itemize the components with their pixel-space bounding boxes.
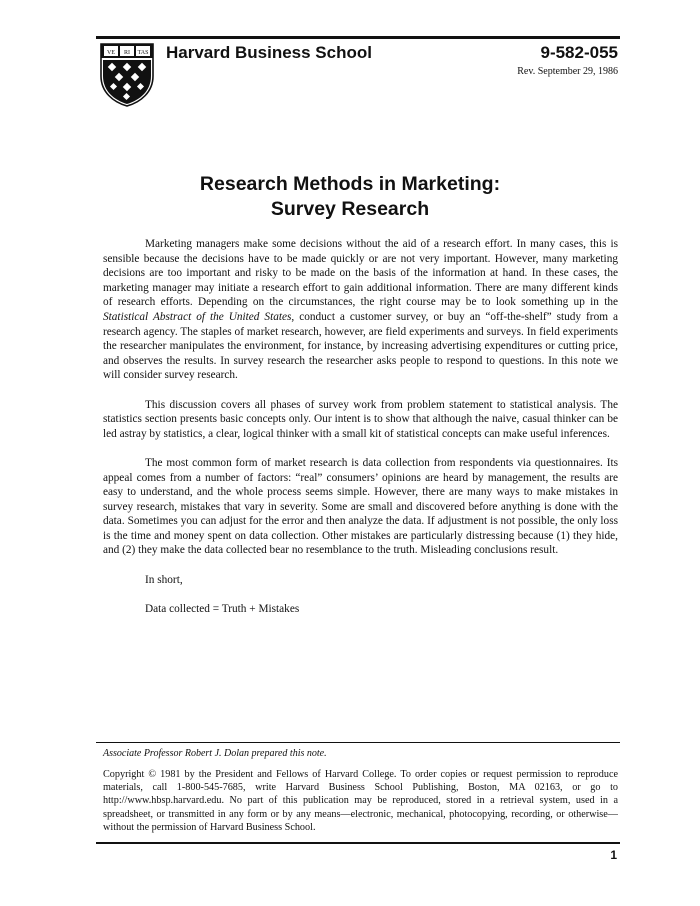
harvard-shield-logo <box>99 42 155 108</box>
paragraph-3: The most common form of market research is data collection from respondents via questionnaires. Its appeal comes from a number of factors: “real” consumers’ opinions are heard by management, the results are easy to understand, and the whole process seems simple. However, there are many ways to make mistakes in survey research, mistakes that vary in severity. Some are small and discovered before anything is done with the data. Sometimes you can adjust for the error and then analyze the data. If adjustment is not possible, the only loss is the time and money spent on data collection. Other mistakes are particularly distressing because (1) they hide, and (2) they make the data collected bear no resemblance to the truth. Misleading conclusions result. <box>103 456 618 557</box>
logo-word-3: TAS <box>137 50 149 56</box>
title-line-2: Survey Research <box>270 198 430 220</box>
paragraph-1-part-b: , conduct a customer survey, or buy an “off-the-shelf” study from a research agency. The staples of market research, however, are field experiments and surveys. In field experiments the researcher manipulates the environment, for instance, by increasing advertising expenditures or cutting price, and observes the results. In survey research the researcher asks people to respond to questions. In this note we will consider survey research. <box>103 310 618 382</box>
page-number: 1 <box>610 848 617 862</box>
body-text <box>103 237 618 631</box>
paragraph-1 <box>103 237 618 383</box>
document-number: 9-582-055 <box>540 43 618 62</box>
paragraph-2: This discussion covers all phases of survey work from problem statement to statistical analysis. The statistics section presents basic concepts only. Our intent is to show that although the naive, casual thinker can be led astray by statistics, a clear, logical thinker with a small kit of statistical concepts can make useful inferences. <box>103 398 618 440</box>
copyright-notice: Copyright © 1981 by the President and Fellows of Harvard College. To order copies or request permission to reproduce materials, call 1-800-545-7685, write Harvard Business School Publishing, Boston, MA 02163, or go to http://www.hbsp.harvard.edu. No part of this publication may be reproduced, stored in a retrieval system, used in a spreadsheet, or transmitted in any form or by any means—electronic, mechanical, photocopying, recording, or otherwise—without the permission of Harvard Business School. <box>103 769 618 833</box>
logo-word-1: VE <box>107 50 115 56</box>
paragraph-1-part-a: Marketing managers make some decisions without the aid of a research effort. In many cases, this is sensible because the decisions have to be made quickly or are not very important. However, many marketing decisions are too important and risky to be made on the basis of the information at hand. In these cases, the marketing manager may initiate a research effort to gain additional information. There are many different kinds of research efforts. Depending on the circumstances, the right course may be to look something up in the <box>103 238 618 309</box>
footer-rule <box>96 842 620 844</box>
equation: Data collected = Truth + Mistakes <box>145 602 300 615</box>
revision-date: Rev. September 29, 1986 <box>517 66 618 77</box>
header-rule <box>96 36 620 39</box>
title-line-1: Research Methods in Marketing: <box>199 173 501 195</box>
school-name: Harvard Business School <box>166 43 372 62</box>
logo-word-2: RI <box>124 50 130 56</box>
paragraph-4: In short, <box>145 573 183 586</box>
footnote-rule <box>96 742 620 743</box>
statistical-abstract-title: Statistical Abstract of the United States <box>103 310 292 323</box>
document-title <box>0 172 700 222</box>
author-footnote: Associate Professor Robert J. Dolan prepared this note. <box>103 748 327 759</box>
